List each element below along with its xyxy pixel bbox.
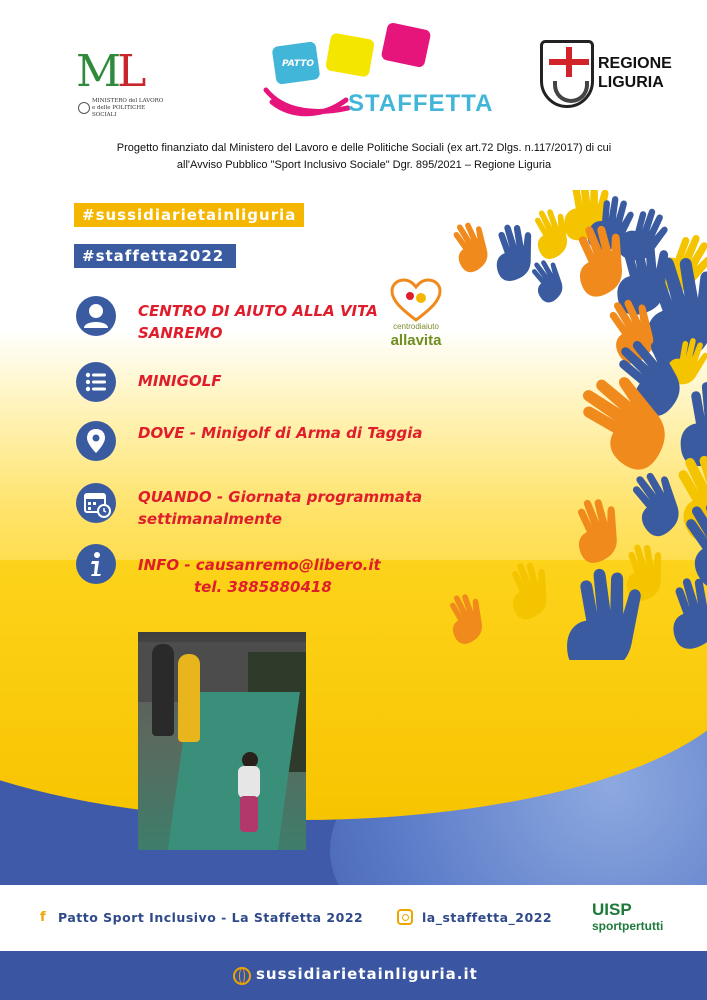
region-name-line2: LIGURIA [598, 74, 664, 91]
uisp-tagline: sportpertutti [592, 919, 664, 933]
user-icon [76, 296, 116, 336]
hand-outline-icon [262, 80, 352, 120]
funding-line-2: all'Avviso Pubblico "Sport Inclusivo Sociale" Dgr. 895/2021 – Regione Liguria [176, 159, 552, 171]
website-link[interactable]: sussidiarietainliguria.it [256, 965, 478, 983]
liguria-shield-icon [540, 40, 594, 108]
funding-line-1: Progetto finanziato dal Ministero del Lavoro e delle Politiche Sociali (ex art.72 Dlgs. n.117/2017) di cui [116, 142, 612, 154]
uisp-logo: UISP [592, 900, 632, 919]
ministry-logo [76, 46, 166, 120]
ministry-monogram-m: M [76, 46, 118, 97]
regione-liguria-logo [540, 40, 680, 112]
facebook-page-link[interactable]: Patto Sport Inclusivo - La Staffetta 2022 [58, 910, 364, 925]
patto-label: PATTO [282, 59, 315, 69]
colored-hands-decoration [430, 190, 707, 660]
organizer-name [138, 300, 378, 344]
globe-icon [233, 967, 251, 985]
minigolf-photo [138, 632, 306, 850]
region-name-line1: REGIONE [598, 55, 672, 72]
photo-adult-2 [178, 654, 200, 742]
bottom-bar [0, 951, 707, 1000]
puzzle-piece-yellow [325, 32, 375, 77]
when-line-1: QUANDO - Giornata programmata [138, 488, 423, 506]
activity-name: MINIGOLF [138, 372, 222, 390]
instagram-icon [397, 909, 413, 925]
ministry-caption: MINISTERO del LAVORO e delle POLITICHE SOCIALI [92, 98, 164, 118]
info-text [138, 554, 381, 598]
calendar-icon [76, 483, 116, 523]
info-phone[interactable]: tel. 3885880418 [194, 578, 332, 596]
republic-emblem-icon [78, 102, 90, 114]
when-text [138, 486, 422, 530]
photo-adult-1 [152, 644, 174, 736]
when-line-2: settimanalmente [138, 510, 283, 528]
info-email[interactable]: INFO - causanremo@libero.it [138, 556, 381, 574]
staffetta-wordmark: STAFFETTA [348, 90, 494, 117]
list-icon [76, 362, 116, 402]
ministry-monogram-l: L [117, 46, 143, 97]
footer [0, 885, 707, 951]
hashtag-staffetta: #staffetta2022 [74, 244, 236, 268]
hashtag-sussidiarieta: #sussidiarietainliguria [74, 203, 304, 227]
organizer-line-1: CENTRO DI AIUTO ALLA VITA [138, 302, 378, 320]
location-text: DOVE - Minigolf di Arma di Taggia [138, 424, 423, 442]
puzzle-piece-pink [381, 22, 432, 68]
info-icon [76, 544, 116, 584]
cav-logo-bottom: allavita [390, 332, 442, 349]
photo-child [236, 752, 262, 834]
location-pin-icon [76, 421, 116, 461]
facebook-icon: f [40, 910, 46, 925]
staffetta-logo [256, 22, 494, 122]
instagram-handle-link[interactable]: la_staffetta_2022 [422, 910, 553, 925]
funding-statement [84, 140, 644, 174]
organizer-line-2: SANREMO [138, 324, 223, 342]
cav-logo-top: centrodiaiuto [393, 322, 439, 331]
heart-icon [390, 278, 442, 322]
centro-aiuto-vita-logo [382, 278, 450, 358]
